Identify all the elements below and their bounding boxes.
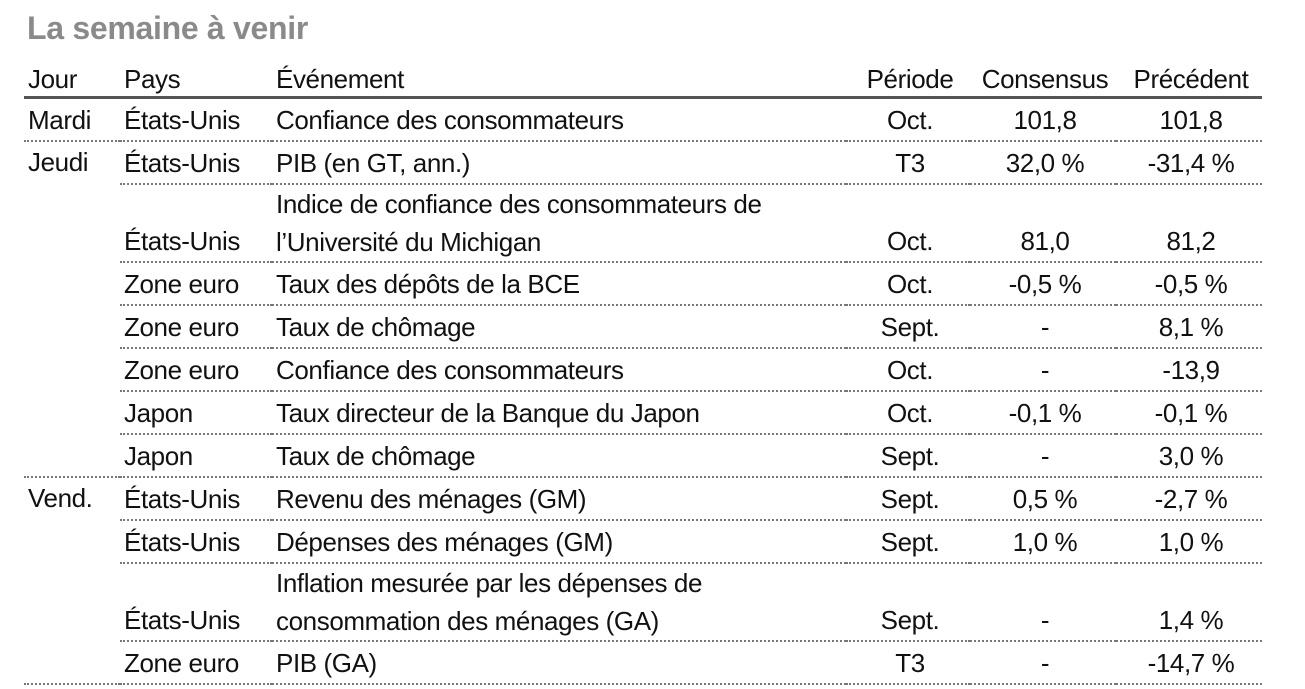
cell-precedent: 101,8 [1116, 98, 1262, 142]
cell-periode: Sept. [846, 520, 970, 563]
cell-consensus: - [970, 305, 1116, 348]
table-row [24, 641, 1262, 684]
cell-periode: Oct. [846, 348, 970, 391]
table-row [24, 184, 1262, 262]
cell-jour: Jeudi [28, 147, 89, 177]
cell-evenement: Taux de chômage [272, 305, 846, 348]
cell-pays: États-Unis [120, 141, 272, 184]
header-periode: Période [846, 60, 970, 98]
cell-precedent: -13,9 [1116, 348, 1262, 391]
cell-precedent: 1,0 % [1116, 520, 1262, 563]
cell-pays: Zone euro [120, 348, 272, 391]
cell-precedent: -2,7 % [1116, 477, 1262, 520]
cell-evenement: Dépenses des ménages (GM) [272, 520, 846, 563]
table-row [24, 348, 1262, 391]
cell-periode: T3 [846, 641, 970, 684]
cell-evenement: Taux des dépôts de la BCE [272, 262, 846, 305]
table-row [24, 391, 1262, 434]
cell-evenement-line1: Inflation mesurée par les dépenses de [276, 568, 703, 598]
cell-jour [24, 520, 120, 563]
cell-jour [24, 305, 120, 348]
cell-periode: Sept. [846, 434, 970, 477]
cell-periode: Oct. [846, 184, 970, 262]
cell-consensus: 1,0 % [970, 520, 1116, 563]
header-pays: Pays [120, 60, 272, 98]
cell-pays: États-Unis [120, 98, 272, 142]
cell-pays: Zone euro [120, 262, 272, 305]
cell-periode: Oct. [846, 262, 970, 305]
table-row [24, 98, 1262, 142]
cell-precedent: -14,7 % [1116, 641, 1262, 684]
cell-jour [24, 262, 120, 305]
cell-jour [24, 391, 120, 434]
cell-jour [24, 563, 120, 641]
cell-consensus: - [970, 434, 1116, 477]
cell-evenement-line1: Indice de confiance des consommateurs de [276, 189, 762, 219]
cell-precedent: 81,2 [1116, 184, 1262, 262]
cell-pays: Japon [120, 391, 272, 434]
cell-jour: Mardi [24, 98, 120, 142]
cell-evenement: Confiance des consommateurs [272, 348, 846, 391]
cell-jour [24, 641, 120, 684]
cell-evenement: Taux directeur de la Banque du Japon [272, 391, 846, 434]
cell-jour: Vend. [28, 483, 93, 513]
page-title: La semaine à venir [27, 10, 308, 46]
cell-pays: États-Unis [120, 563, 272, 641]
header-precedent: Précédent [1116, 60, 1262, 98]
calendar-table [24, 60, 1262, 685]
cell-periode: T3 [846, 141, 970, 184]
table-row [24, 141, 1262, 184]
cell-consensus: - [970, 563, 1116, 641]
cell-periode: Sept. [846, 305, 970, 348]
cell-evenement: PIB (en GT, ann.) [272, 141, 846, 184]
cell-pays: États-Unis [120, 520, 272, 563]
cell-evenement-line2: l’Université du Michigan [276, 227, 541, 257]
cell-precedent: -31,4 % [1116, 141, 1262, 184]
cell-jour [24, 348, 120, 391]
cell-pays: États-Unis [120, 184, 272, 262]
cell-periode: Oct. [846, 391, 970, 434]
table-row [24, 477, 1262, 520]
table-row [24, 434, 1262, 477]
cell-precedent: 8,1 % [1116, 305, 1262, 348]
cell-periode: Sept. [846, 477, 970, 520]
cell-pays: Zone euro [120, 305, 272, 348]
header-jour: Jour [24, 60, 120, 98]
cell-evenement [272, 563, 846, 641]
cell-evenement-line2: consommation des ménages (GA) [276, 606, 659, 636]
cell-evenement: Revenu des ménages (GM) [272, 477, 846, 520]
cell-periode: Oct. [846, 98, 970, 142]
table-header-row [24, 60, 1262, 98]
cell-precedent: -0,1 % [1116, 391, 1262, 434]
table-row [24, 305, 1262, 348]
cell-pays: Japon [120, 434, 272, 477]
cell-evenement [272, 184, 846, 262]
cell-jour [24, 184, 120, 262]
cell-pays: Zone euro [120, 641, 272, 684]
header-evenement: Événement [272, 60, 846, 98]
table-row [24, 262, 1262, 305]
cell-consensus: - [970, 641, 1116, 684]
cell-consensus: 32,0 % [970, 141, 1116, 184]
cell-jour [24, 434, 120, 477]
cell-evenement: Taux de chômage [272, 434, 846, 477]
cell-consensus: 0,5 % [970, 477, 1116, 520]
table-row [24, 563, 1262, 641]
cell-consensus: -0,5 % [970, 262, 1116, 305]
cell-consensus: - [970, 348, 1116, 391]
cell-consensus: 81,0 [970, 184, 1116, 262]
cell-consensus: -0,1 % [970, 391, 1116, 434]
cell-precedent: 1,4 % [1116, 563, 1262, 641]
cell-evenement: PIB (GA) [272, 641, 846, 684]
header-consensus: Consensus [970, 60, 1116, 98]
table-row [24, 520, 1262, 563]
cell-periode: Sept. [846, 563, 970, 641]
cell-evenement: Confiance des consommateurs [272, 98, 846, 142]
cell-pays: États-Unis [120, 477, 272, 520]
cell-precedent: 3,0 % [1116, 434, 1262, 477]
cell-precedent: -0,5 % [1116, 262, 1262, 305]
cell-consensus: 101,8 [970, 98, 1116, 142]
